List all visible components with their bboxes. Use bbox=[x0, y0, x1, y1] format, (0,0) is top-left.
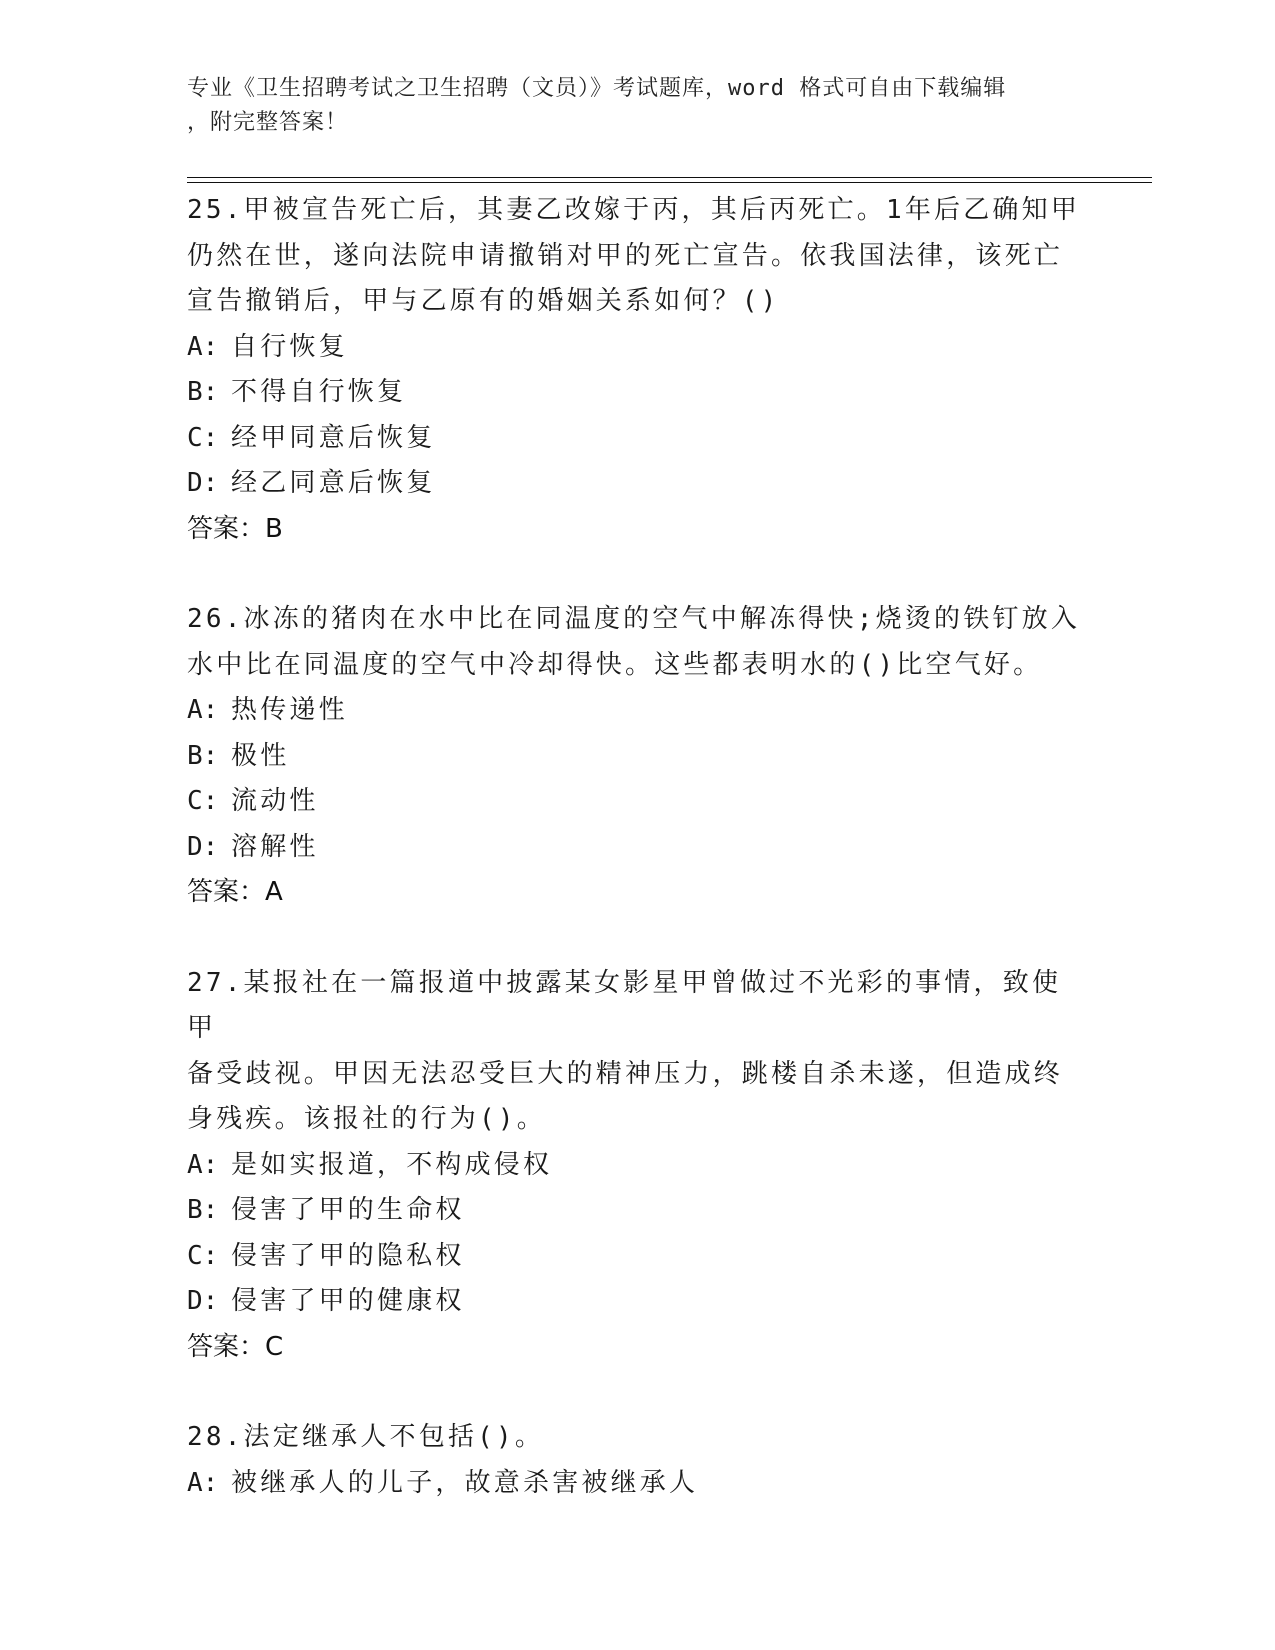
option-d bbox=[187, 461, 1087, 507]
option-text: 侵害了甲的健康权 bbox=[231, 1286, 465, 1316]
question-list bbox=[187, 188, 1087, 1506]
option-text: 经甲同意后恢复 bbox=[231, 422, 436, 453]
question-25 bbox=[187, 188, 1087, 552]
option-c bbox=[187, 1234, 1087, 1280]
option-key: A: bbox=[187, 1467, 219, 1498]
option-b bbox=[187, 1188, 1087, 1234]
option-key: D: bbox=[187, 1286, 219, 1316]
question-stem-line: 宣告撤销后，甲与乙原有的婚姻关系如何？() bbox=[187, 286, 780, 316]
option-key: C: bbox=[187, 786, 219, 816]
question-stem-line: 27.某报社在一篇报道中披露某女影星甲曾做过不光彩的事情，致使甲 bbox=[187, 967, 1062, 1043]
question-spacer bbox=[187, 1370, 1087, 1415]
option-c bbox=[187, 416, 1087, 462]
option-key: A: bbox=[187, 331, 219, 362]
question-26 bbox=[187, 597, 1087, 916]
option-b bbox=[187, 370, 1087, 416]
option-a bbox=[187, 1461, 1087, 1507]
question-spacer bbox=[187, 552, 1087, 597]
option-text: 侵害了甲的生命权 bbox=[231, 1195, 465, 1225]
option-d bbox=[187, 1279, 1087, 1325]
option-text: 不得自行恢复 bbox=[231, 377, 407, 407]
option-a bbox=[187, 325, 1087, 371]
option-key: A: bbox=[187, 1149, 219, 1180]
option-d bbox=[187, 825, 1087, 871]
option-b bbox=[187, 734, 1087, 780]
option-text: 流动性 bbox=[231, 786, 319, 816]
option-text: 溶解性 bbox=[231, 831, 319, 862]
option-a bbox=[187, 1143, 1087, 1189]
question-stem-line: 备受歧视。甲因无法忍受巨大的精神压力，跳楼自杀未遂，但造成终 bbox=[187, 1058, 1064, 1089]
option-key: C: bbox=[187, 1240, 219, 1271]
question-stem-line: 25.甲被宣告死亡后，其妻乙改嫁于丙，其后丙死亡。1年后乙确知甲 bbox=[187, 195, 1081, 225]
option-key: B: bbox=[187, 1195, 219, 1225]
option-text: 被继承人的儿子，故意杀害被继承人 bbox=[231, 1467, 699, 1498]
question-stem-line: 水中比在同温度的空气中冷却得快。这些都表明水的()比空气好。 bbox=[187, 649, 1043, 680]
option-text: 极性 bbox=[231, 740, 290, 771]
answer-line: 答案：A bbox=[187, 877, 283, 907]
option-a bbox=[187, 688, 1087, 734]
document-header bbox=[187, 72, 1067, 140]
question-stem-line: 仍然在世，遂向法院申请撤销对甲的死亡宣告。依我国法律，该死亡 bbox=[187, 240, 1064, 271]
answer-line: 答案：B bbox=[187, 513, 283, 544]
header-line-2: ，附完整答案！ bbox=[187, 110, 349, 135]
answer-line: 答案：C bbox=[187, 1331, 284, 1362]
option-key: A: bbox=[187, 695, 219, 725]
question-27 bbox=[187, 961, 1087, 1371]
question-stem-line: 26.冰冻的猪肉在水中比在同温度的空气中解冻得快;烧烫的铁钉放入 bbox=[187, 604, 1081, 634]
option-text: 自行恢复 bbox=[231, 331, 348, 362]
header-divider-top bbox=[187, 177, 1152, 178]
option-key: C: bbox=[187, 422, 219, 453]
header-divider-bottom bbox=[187, 182, 1152, 183]
header-line-1: 专业《卫生招聘考试之卫生招聘（文员）》考试题库，word 格式可自由下载编辑 bbox=[187, 76, 1007, 101]
option-text: 经乙同意后恢复 bbox=[231, 468, 436, 498]
question-stem-line: 身残疾。该报社的行为()。 bbox=[187, 1104, 546, 1134]
option-key: B: bbox=[187, 740, 219, 771]
option-text: 是如实报道，不构成侵权 bbox=[231, 1149, 553, 1180]
option-key: D: bbox=[187, 468, 219, 498]
option-text: 侵害了甲的隐私权 bbox=[231, 1240, 465, 1271]
option-c bbox=[187, 779, 1087, 825]
option-text: 热传递性 bbox=[231, 695, 348, 725]
question-stem-line: 28.法定继承人不包括()。 bbox=[187, 1422, 545, 1452]
question-spacer bbox=[187, 916, 1087, 961]
option-key: D: bbox=[187, 831, 219, 862]
option-key: B: bbox=[187, 377, 219, 407]
question-28 bbox=[187, 1415, 1087, 1506]
